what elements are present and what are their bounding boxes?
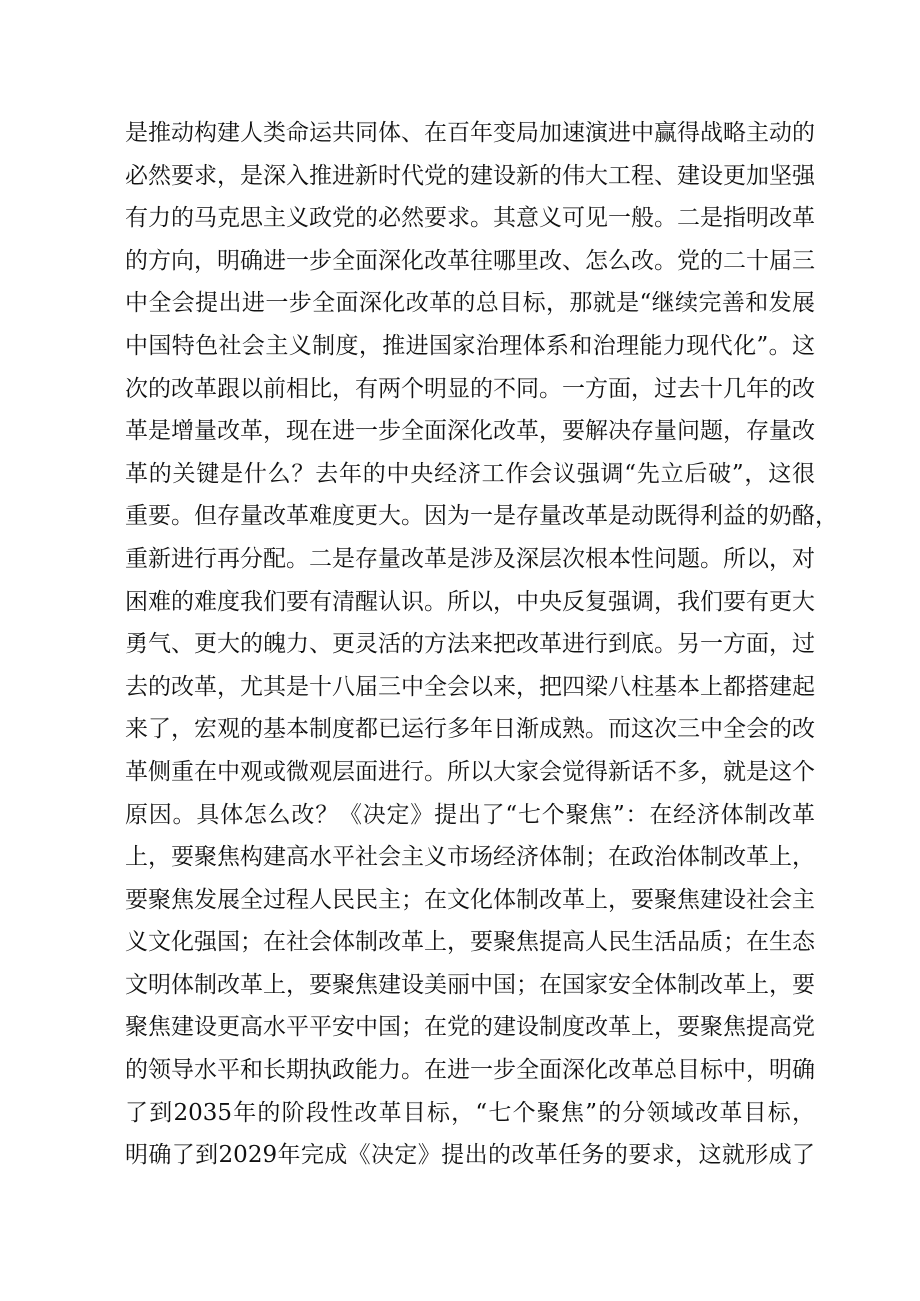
- text-line: 中国特色社会主义制度，推进国家治理体系和治理能力现代化”。这: [125, 332, 815, 359]
- text-line: 革侧重在中观或微观层面进行。所以大家会觉得新话不多，就是这个: [125, 758, 815, 785]
- text-line: 是推动构建人类命运共同体、在百年变局加速演进中赢得战略主动的: [125, 120, 815, 146]
- text-line: 必然要求，是深入推进新时代党的建设新的伟大工程、建设更加坚强: [125, 162, 815, 189]
- text-line: 重要。但存量改革难度更大。因为一是存量改革是动既得利益的奶酪，: [125, 503, 838, 530]
- text-line: 了到2035年的阶段性改革目标，“七个聚焦”的分领域改革目标，: [125, 1099, 815, 1126]
- text-line: 的方向，明确进一步全面深化改革往哪里改、怎么改。党的二十届三: [125, 247, 815, 274]
- text-line: 革是增量改革，现在进一步全面深化改革，要解决存量问题，存量改: [125, 418, 815, 445]
- text-line: 重新进行再分配。二是存量改革是涉及深层次根本性问题。所以，对: [125, 545, 815, 572]
- text-line: 上，要聚焦构建高水平社会主义市场经济体制；在政治体制改革上，: [125, 844, 815, 871]
- text-line: 困难的难度我们要有清醒认识。所以，中央反复强调，我们要有更大: [125, 588, 815, 615]
- body-paragraph: [125, 112, 838, 1177]
- text-line: 中全会提出进一步全面深化改革的总目标，那就是“继续完善和发展: [125, 290, 815, 317]
- text-line: 文明体制改革上，要聚焦建设美丽中国；在国家安全体制改革上，要: [125, 971, 815, 998]
- text-line: 原因。具体怎么改？《决定》提出了“七个聚焦”：在经济体制改革: [125, 801, 815, 828]
- text-line: 勇气、更大的魄力、更灵活的方法来把改革进行到底。另一方面，过: [125, 631, 815, 658]
- text-line: 义文化强国；在社会体制改革上，要聚焦提高人民生活品质；在生态: [125, 929, 815, 956]
- text-line: 要聚焦发展全过程人民民主；在文化体制改革上，要聚焦建设社会主: [125, 886, 815, 913]
- text-line: 革的关键是什么？去年的中央经济工作会议强调“先立后破”，这很: [125, 460, 815, 487]
- text-line: 聚焦建设更高水平平安中国；在党的建设制度改革上，要聚焦提高党: [125, 1014, 815, 1041]
- text-line: 次的改革跟以前相比，有两个明显的不同。一方面，过去十几年的改: [125, 375, 815, 402]
- text-line: 的领导水平和长期执政能力。在进一步全面深化改革总目标中，明确: [125, 1057, 815, 1084]
- text-line: 去的改革，尤其是十八届三中全会以来，把四梁八柱基本上都搭建起: [125, 673, 815, 700]
- text-line: 来了，宏观的基本制度都已运行多年日渐成熟。而这次三中全会的改: [125, 716, 815, 743]
- text-line: 明确了到2029年完成《决定》提出的改革任务的要求，这就形成了: [125, 1142, 815, 1169]
- text-line: 有力的马克思主义政党的必然要求。其意义可见一般。二是指明改革: [125, 205, 815, 232]
